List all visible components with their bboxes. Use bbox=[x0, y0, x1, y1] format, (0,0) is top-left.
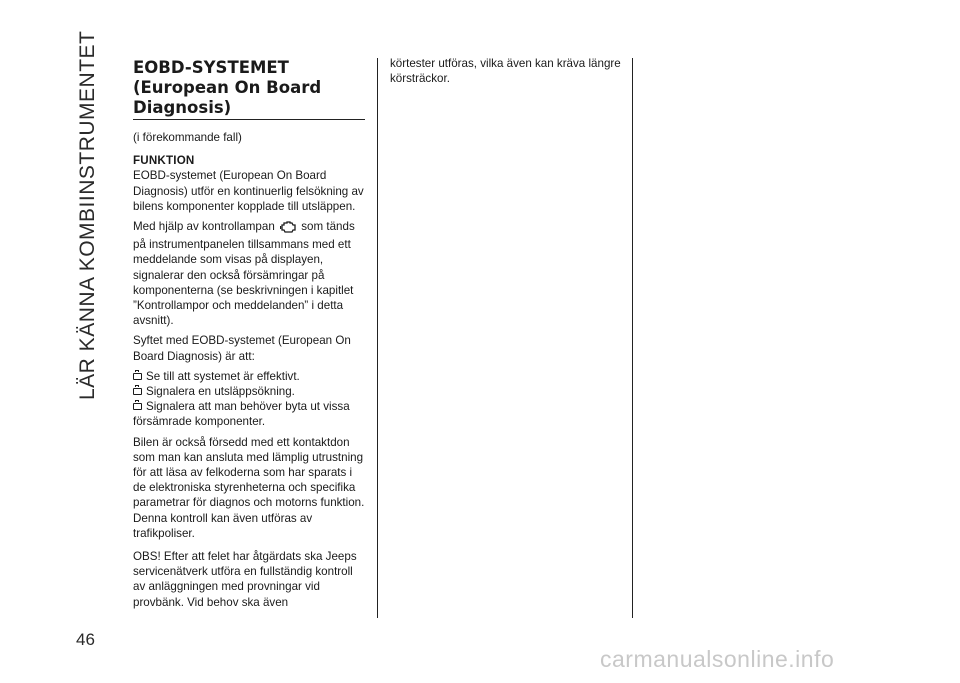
column-divider bbox=[377, 58, 378, 618]
paragraph: OBS! Efter att felet har åtgärdats ska Jeeps servicenätverk utföra en fullständig kontroll av anläggningen med provningar vid provbänk. Vid behov ska även bbox=[133, 550, 357, 609]
engine-icon bbox=[280, 221, 296, 237]
paragraph: körtester utföras, vilka även kan kräva längre körsträckor. bbox=[390, 57, 621, 86]
paragraph bbox=[133, 219, 365, 328]
paragraph: EOBD-systemet (European On Board Diagnosis) utför en kontinuerlig felsökning av bilens komponenter kopplade till utsläppen. bbox=[133, 169, 364, 213]
page-number: 46 bbox=[76, 630, 95, 649]
watermark: carmanualsonline.info bbox=[600, 646, 835, 672]
heading-line: EOBD-SYSTEMET bbox=[133, 58, 289, 77]
bullet-icon bbox=[133, 373, 142, 380]
availability-note: (i förekommande fall) bbox=[133, 131, 242, 144]
text-column-2 bbox=[390, 56, 622, 91]
paragraph: Syftet med EOBD-systemet (European On Board Diagnosis) är att: bbox=[133, 334, 351, 363]
paragraph: Bilen är också försedd med ett kontaktdon som man kan ansluta med lämplig utrustning för att läsa av felkoderna som har sparats i de elektroniska styrenheterna och specifika parametrar för diagnos och motorns funktion. Denna kontroll kan även utföras av trafikpoliser. bbox=[133, 435, 365, 540]
column-divider bbox=[632, 58, 633, 618]
list-item-text: Signalera att man behöver byta ut vissa försämrade komponenter. bbox=[133, 400, 350, 429]
subheading: FUNKTION bbox=[133, 154, 195, 168]
list-item bbox=[133, 369, 365, 384]
chapter-side-title: LÄR KÄNNA KOMBIINSTRUMENTET bbox=[76, 30, 99, 400]
list-item bbox=[133, 384, 365, 399]
list-item-text: Signalera en utsläppsökning. bbox=[146, 385, 295, 399]
section-heading bbox=[133, 58, 365, 120]
paragraph-text: Med hjälp av kontrollampan bbox=[133, 220, 275, 234]
heading-line: Diagnosis) bbox=[133, 98, 232, 117]
heading-line: (European On Board bbox=[133, 78, 322, 97]
list-item-text: Se till att systemet är effektivt. bbox=[146, 369, 300, 383]
text-column-1 bbox=[133, 58, 365, 615]
list-item bbox=[133, 399, 365, 429]
bullet-icon bbox=[133, 388, 142, 395]
bullet-icon bbox=[133, 403, 142, 410]
paragraph-text: som tänds på instrumentpanelen tillsammans med ett meddelande som visas på displayen, signalerar den också försämringar på komponenterna (se beskrivningen i kapitlet ”Kontrollampor och meddelanden” i detta avsnitt). bbox=[133, 220, 355, 328]
